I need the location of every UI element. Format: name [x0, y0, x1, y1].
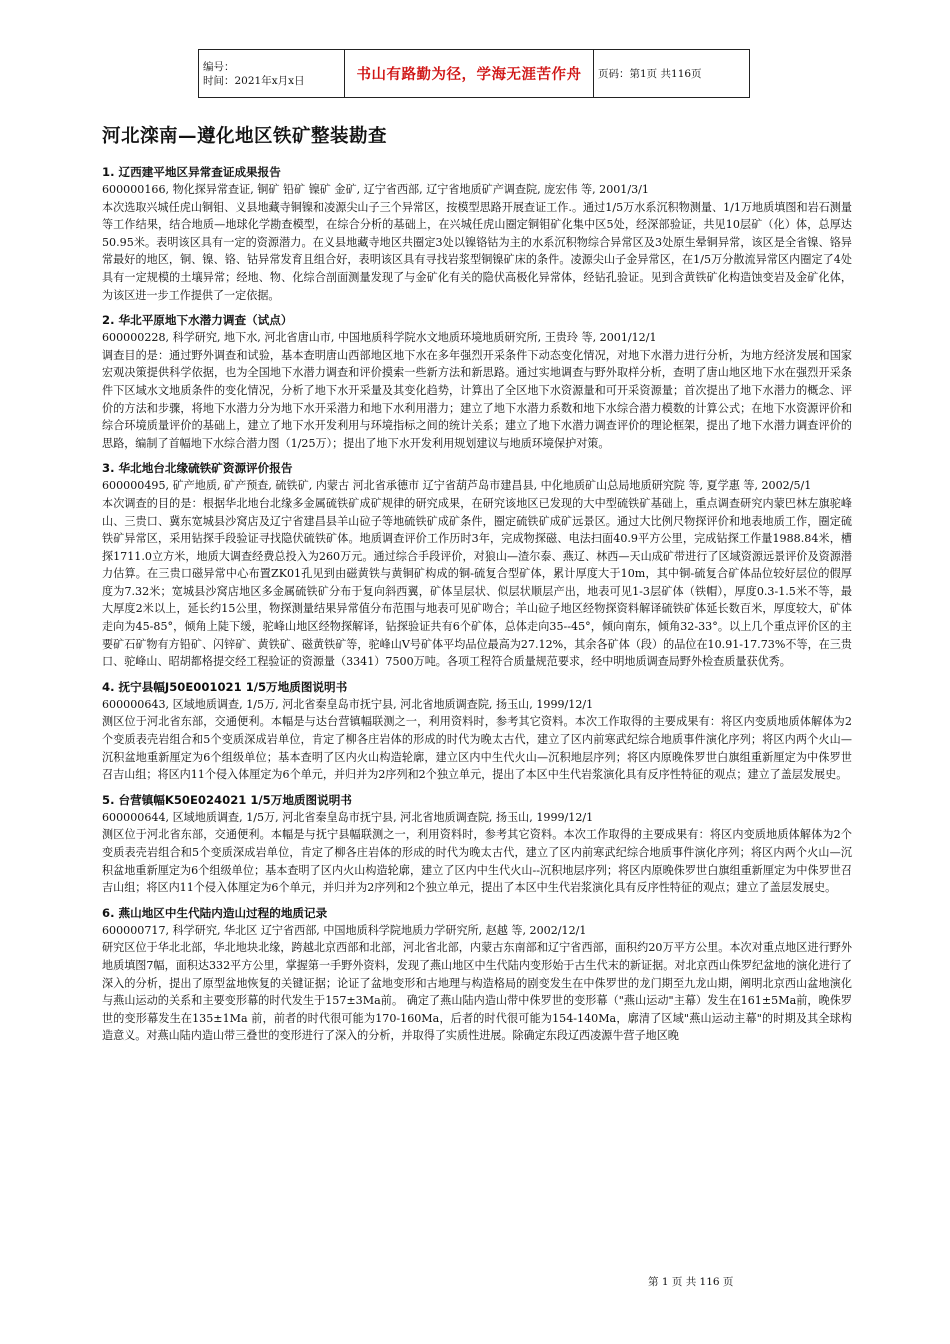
page-footer: 第 1 页 共 116 页: [648, 1276, 734, 1288]
report-section: [102, 311, 852, 452]
section-title: 1. 辽西建平地区异常查证成果报告: [102, 165, 281, 179]
section-body: 测区位于河北省东部，交通便利。本幅是与抚宁县幅联测之一，利用资料时，参考其它资料。本次工作取得的主要成果有：将区内变质地质体解体为2个变质表壳岩组合和5个变质深成岩单位，肯定了柳各庄岩体的形成的时代为晚太古代，建立了区内前寒武纪综合地质事件演化序列；将区内两个火山—沉积盆地重新厘定为6个组级单位；基本查明了区内火山构造轮廓，建立了区内中生代火山--沉积地层序列；将区内原晚侏罗世白旗组重新厘定为中侏罗世召吉山组；将区内11个侵入体厘定为6个单元，并归并为2序列和2个独立单元，提出了本区中生代岩浆演化具有反序性特征的观点；建立了盖层发展史。: [102, 828, 852, 895]
section-body: 研究区位于华北北部，华北地块北缘，跨越北京西部和北部，河北省北部，内蒙古东南部和辽宁省西部，面积约20万平方公里。本次对重点地区进行野外地质填图7幅，面积达332平方公里，掌握第一手野外资料，发现了燕山地区中生代陆内变形始于古生代末的新证据。对北京西山侏罗纪盆地的演化进行了深入的分析，提出了原型盆地恢复的关键证据；论证了盆地变形和古地理与构造格局的剧变发生在中侏罗世的龙门期至九龙山期，阐明北京西山盆地演化与燕山运动的关系和主要变形幕的时代发生于157±3Ma前。 确定了燕山陆内造山带中侏罗世的变形幕（"燕山运动"主幕）发生在161±5Ma前，晚侏罗世的变形幕发生在135±1Ma 前，前者的时代很可能为170-160Ma，后者的时代很可能为154-140Ma，廓清了区域"燕山运动主幕"的时期及其全球构造意义。对燕山陆内造山带三叠世的变形进行了深入的分析，并取得了实质性进展。除确定东段辽西凌源牛营子地区晚: [102, 941, 852, 1043]
document-body: [102, 163, 852, 1052]
section-body: 本次调查的目的是：根据华北地台北缘多金属硫铁矿成矿规律的研究成果，在研究该地区已发现的大中型硫铁矿基础上，重点调查研究内蒙巴林左旗驼峰山、三贵口、冀东宽城县沙窝店及辽宁省建昌县羊山砬子等地硫铁矿成矿条件，圈定硫铁矿成矿远景区。通过大比例尺物探评价和地表地质工作，圈定硫铁矿异常区，采用钻探手段验证寻找隐伏硫铁矿体。地质调查评价工作历时3年，完成物探磁、电法扫面40.9平方公里，完成钻探工作量1988.84米，槽探1711.0立方米，地质大调查经费总投入为260万元。通过综合手段评价，对狼山—渣尔泰、燕辽、林西—天山成矿带进行了区域资源远景评价及资源潜力估算。在三贵口磁异常中心布置ZK01孔见到由磁黄铁与黄铜矿构成的铜-硫复合型矿体，累计厚度大于10m，其中铜-硫复合矿体品位较好层位的假厚度为7.32米；宽城县沙窝店地区多金属硫铁矿分布于复向斜西翼，矿体呈层状、似层状顺层产出，地表可见1-3层矿体（铁帽），厚度0.3-1.5米不等，最大厚度2米以上，延长约15公里，物探测量结果异常值分布范围与地表可见矿吻合；羊山砬子地区经物探资料解译硫铁矿体延长数百米，厚度较大，矿体走向为45-85°，倾角上陡下缓，驼峰山地区经物探解译，钻探验证共有6个矿体，总体走向35--45°，倾向南东，倾角32-33°。以上几个重点评价区的主要矿石矿物有方铅矿、闪锌矿、黄铁矿、磁黄铁矿等，驼峰山Ⅴ号矿体平均品位最高为27.12%，其余各矿体（段）的品位在10.91-17.73%不等，在三贵口、驼峰山、昭胡都格提交经工程验证的资源量（3341）7500万吨。各项工程符合质量规范要求，经中明地质调查局野外检查质量获优秀。: [102, 496, 852, 669]
section-meta: 600000717, 科学研究, 华北区 辽宁省西部, 中国地质科学院地质力学研究所, 赵越 等, 2002/12/1: [102, 923, 587, 937]
report-section: [102, 459, 852, 671]
section-body: 调查目的是：通过野外调查和试验，基本查明唐山西部地区地下水在多年强烈开采条件下动态变化情况，对地下水潜力进行分析，为地方经济发展和国家宏观决策提供科学依据，也为全国地下水潜力调查和评价摸索一些新方法和新思路。通过实地调查与野外取样分析，查明了唐山地区地下水在强烈开采条件下区域水文地质条件的变化情况，分析了地下水开采量及其变化趋势，计算出了全区地下水资源量和可开采资源量；首次提出了地下水潜力的概念、评价的方法和步骤，将地下水潜力分为地下水开采潜力和地下水利用潜力；建立了地下水潜力系数和地下水综合潜力模数的计算公式；在地下水资源评价和综合环境质量评价的基础上，建立了地下水开发利用与环境指标之间的统计关系；建立了地下水潜力调查评价的理论框架，提出了地下水潜力调查评价的思路，编制了首幅地下水综合潜力图（1/25万）；提出了地下水开发利用规划建议与地质环境保护对策。: [102, 348, 852, 450]
section-title: 6. 燕山地区中生代陆内造山过程的地质记录: [102, 905, 328, 920]
report-section: [102, 791, 852, 897]
section-body: 测区位于河北省东部，交通便利。本幅是与达台营镇幅联测之一，利用资料时，参考其它资料。本次工作取得的主要成果有：将区内变质地质体解体为2个变质表壳岩组合和5个变质深成岩单位，肯定了柳各庄岩体的形成的时代为晚太古代，建立了区内前寒武纪综合地质事件演化序列；将区内两个火山—沉积盆地重新厘定为6个组级单位；基本查明了区内火山构造轮廓，建立区内中生代火山—沉积地层序列；将区内原晚侏罗世白旗组重新厘定为中侏罗世召吉山组；将区内11个侵入体厘定为6个单元，并归并为2序列和2个独立单元，提出了本区中生代岩浆演化具有反序性特征的观点；建立了盖层发展史。: [102, 715, 852, 782]
section-title: 2. 华北平原地下水潜力调查（试点）: [102, 313, 293, 328]
page-title: 河北滦南—遵化地区铁矿整装勘查: [102, 126, 388, 147]
section-title: 5. 台营镇幅K50E024021 1/5万地质图说明书: [102, 792, 352, 807]
section-title: 4. 抚宁县幅J50E001021 1/5万地质图说明书: [102, 679, 348, 694]
header-left-cell: [199, 50, 345, 98]
header-page-info: 页码：第1页 共116页: [594, 50, 750, 98]
section-meta: 600000228, 科学研究, 地下水, 河北省唐山市, 中国地质科学院水文地质环境地质研究所, 王贵玲 等, 2001/12/1: [102, 331, 657, 345]
section-meta: 600000166, 物化探异常查证, 铜矿 铅矿 镍矿 金矿, 辽宁省西部, 辽宁省地质矿产调查院, 庞宏伟 等, 2001/3/1: [102, 183, 649, 196]
page-header: [198, 49, 750, 98]
section-meta: 600000643, 区域地质调查, 1/5万, 河北省秦皇岛市抚宁县, 河北省地质调查院, 扬玉山, 1999/12/1: [102, 697, 594, 711]
document-time-label: 时间：2021年x月x日: [203, 74, 305, 87]
report-section: [102, 904, 852, 1045]
header-motto: 书山有路勤为径，学海无涯苦作舟: [356, 66, 582, 83]
section-meta: 600000495, 矿产地质, 矿产预查, 硫铁矿, 内蒙古 河北省承德市 辽宁省葫芦岛市建昌县, 中化地质矿山总局地质研究院 等, 夏学惠 等, 2002/5/1: [102, 479, 812, 493]
report-section: [102, 678, 852, 784]
document-number-label: 编号：: [203, 60, 235, 73]
section-body: 本次选取兴城任虎山铜钼、义县地藏寺铜镍和凌源尖山子三个异常区，按模型思路开展查证工作.。通过1/5万水系沉积物测量、1/1万地质填图和岩石测量等工作结果，结合地质—地球化学勘查模型，在综合分析的基础上，在兴城任虎山圈定铜钼矿化集中区5处，经深部验证，共见10层矿（化）体，总厚达50.95米。表明该区具有一定的资源潜力。在义县地藏寺地区共圈定3处以镍铬钴为主的水系沉积物综合异常区及3处原生晕铜异常，该区是全省镍、铬异常最好的地区，铜、镍、铬、钴异常发育且组合好，表明该区具有寻找岩浆型铜镍矿床的条件。凌源尖山子金异常区，在1/5万分散流异常区内圈定了4处具有一定规模的土壤异常；经地、物、化综合剖面测量发现了与金矿化有关的隐伏高极化异常体，经钻孔验证。见到含黄铁矿化构造蚀变岩及金矿化体，为该区进一步工作提供了一定依据。: [102, 200, 852, 302]
header-motto-cell: [345, 50, 594, 98]
section-meta: 600000644, 区域地质调查, 1/5万, 河北省秦皇岛市抚宁县, 河北省地质调查院, 扬玉山, 1999/12/1: [102, 810, 594, 824]
section-title: 3. 华北地台北缘硫铁矿资源评价报告: [102, 461, 293, 476]
report-section: [102, 163, 852, 304]
